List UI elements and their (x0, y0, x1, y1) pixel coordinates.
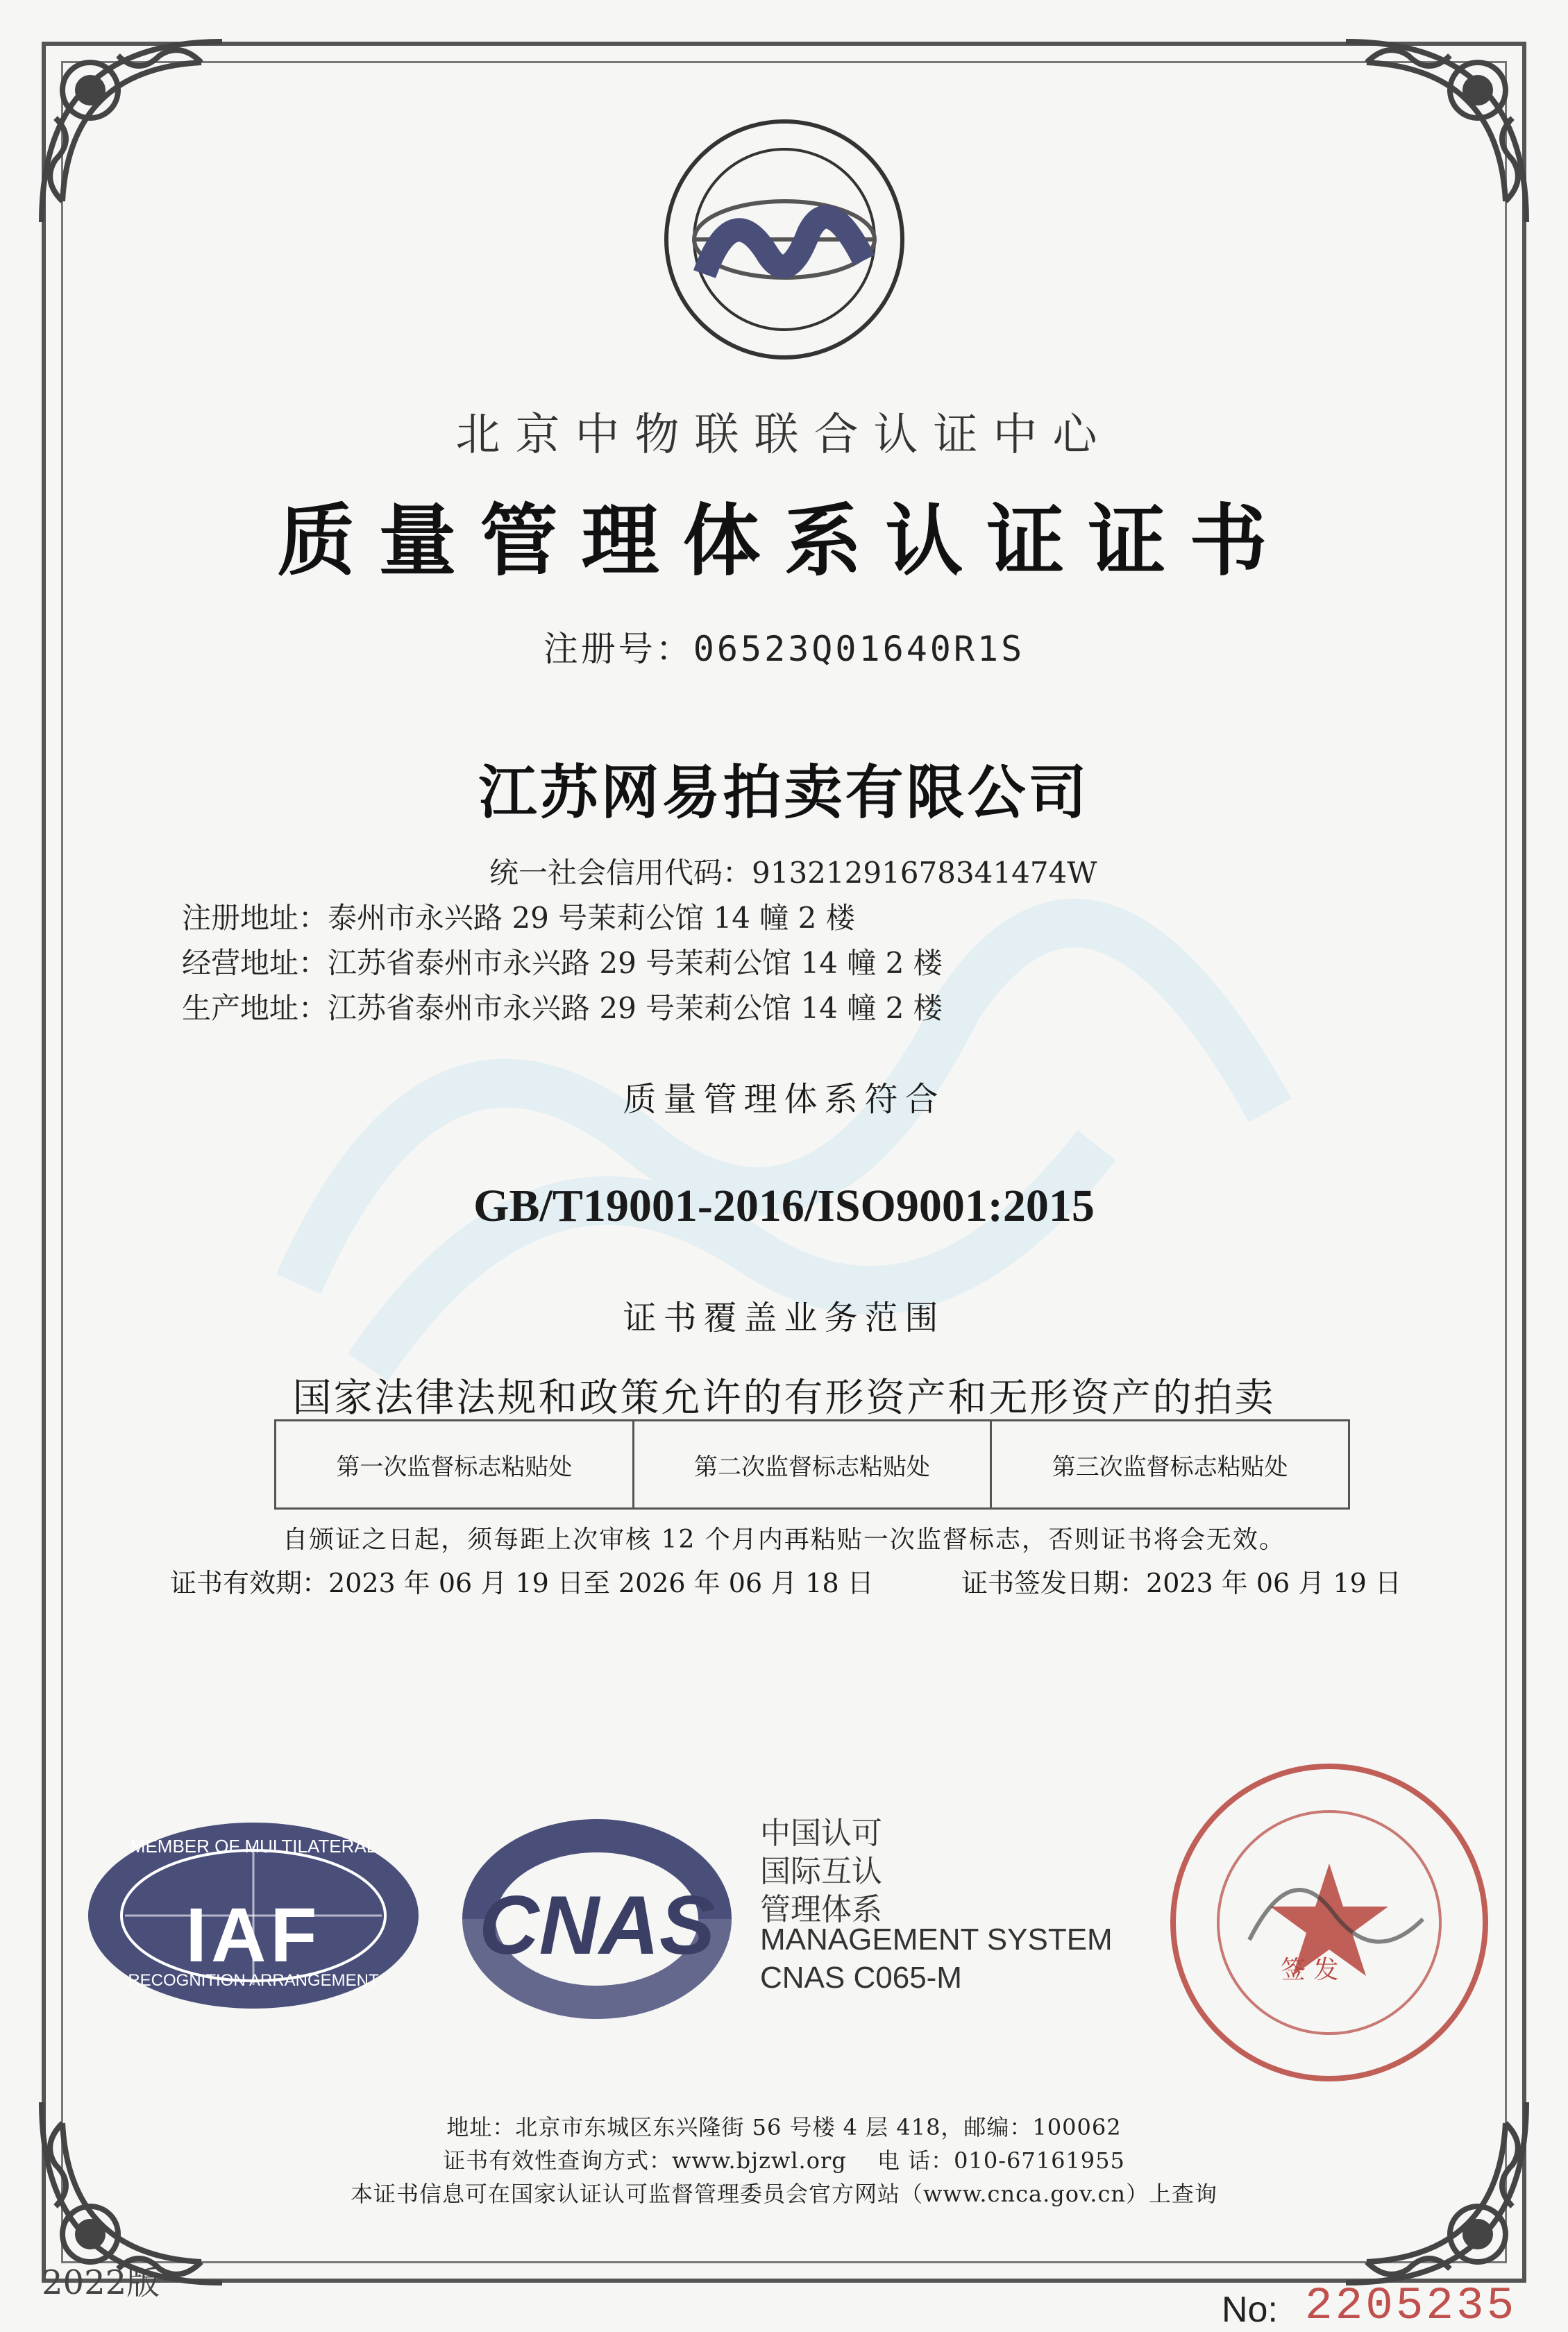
official-red-seal-icon (1166, 1759, 1492, 2086)
prod-address-row (182, 986, 943, 1027)
footer-address: 地址：北京市东城区东兴隆街 56 号楼 4 层 418，邮编：100062 (446, 2114, 1122, 2140)
supervision-cell-2: 第二次监督标志粘贴处 (634, 1421, 993, 1507)
serial-label: No: (1222, 2290, 1278, 2330)
registration-value: 06523Q01640R1S (693, 629, 1025, 669)
scope-text: 国家法律法规和政策允许的有形资产和无形资产的拍卖 (292, 1376, 1276, 1421)
issue-date-value: 2023 年 06 月 19 日 (1146, 1568, 1401, 1598)
cnas-line-1: 中国认可 (760, 1816, 882, 1851)
supervision-mark-table (274, 1419, 1350, 1510)
issue-date-row (961, 1562, 1401, 1600)
standard-code: GB/T19001-2016/ISO9001:2015 (473, 1181, 1095, 1231)
op-address-value: 江苏省泰州市永兴路 29 号茉莉公馆 14 幢 2 楼 (328, 946, 943, 980)
reg-address-value: 泰州市永兴路 29 号茉莉公馆 14 幢 2 楼 (328, 901, 855, 935)
reg-address-row (182, 895, 855, 937)
cnas-line-3: 管理体系 (760, 1892, 882, 1927)
standard-intro: 质量管理体系符合 (623, 1080, 945, 1119)
cnas-line-5: CNAS C065-M (760, 1961, 962, 1995)
cnas-line-4: MANAGEMENT SYSTEM (760, 1923, 1113, 1957)
prod-address-value: 江苏省泰州市永兴路 29 号茉莉公馆 14 幢 2 楼 (328, 991, 943, 1025)
issuer-org-name: 北京中物联联合认证中心 (455, 409, 1113, 461)
credit-code-value: 91321291678341474W (752, 856, 1097, 890)
serial-number: 2205235 (1305, 2280, 1517, 2332)
seal-sign-text: 签 发 (1281, 1956, 1339, 1984)
supervision-cell-1: 第一次监督标志粘贴处 (276, 1421, 634, 1507)
validity-label: 证书有效期： (170, 1568, 329, 1598)
op-address-label: 经营地址： (182, 946, 328, 980)
footer-cnca: 本证书信息可在国家认证认可监督管理委员会官方网站（www.cnca.gov.cn）上查询 (351, 2181, 1217, 2207)
supervision-cell-3: 第三次监督标志粘贴处 (1052, 1453, 1288, 1481)
credit-code-label: 统一社会信用代码： (489, 856, 752, 890)
prod-address-label: 生产地址： (182, 991, 328, 1025)
ornament-corner-top-right-icon (1332, 28, 1540, 236)
validity-row (170, 1562, 874, 1600)
registration-label: 注册号： (543, 629, 693, 669)
registration-number (0, 621, 1568, 671)
ornament-corner-top-left-icon (28, 28, 236, 236)
iaf-logo-text: IAF (185, 1893, 321, 1978)
op-address-row (182, 940, 943, 982)
scope-title: 证书覆盖业务范围 (623, 1299, 945, 1337)
version-label: 2022版 (42, 2263, 160, 2302)
validity-value: 2023 年 06 月 19 日至 2026 年 06 月 18 日 (328, 1568, 874, 1598)
iaf-logo-top-text: MEMBER OF MULTILATERAL (130, 1836, 377, 1857)
issue-date-label: 证书签发日期： (961, 1568, 1147, 1598)
credit-code-row (489, 850, 1097, 892)
certificate-title: 质量管理体系认证证书 (277, 496, 1291, 586)
reg-address-label: 注册地址： (182, 901, 328, 935)
company-name: 江苏网易拍卖有限公司 (478, 758, 1090, 827)
iaf-logo-bottom-text: RECOGNITION ARRANGEMENT (128, 1971, 379, 1990)
cnas-line-2: 国际互认 (760, 1854, 882, 1889)
cnas-logo-text: CNAS (478, 1879, 716, 1972)
supervision-notice: 自颁证之日起，须每距上次审核 12 个月内再粘贴一次监督标志，否则证书将会无效。 (283, 1526, 1285, 1554)
cflc-logo-icon (628, 115, 941, 378)
footer-query: 证书有效性查询方式：www.bjzwl.org 电 话：010-67161955 (443, 2147, 1125, 2174)
